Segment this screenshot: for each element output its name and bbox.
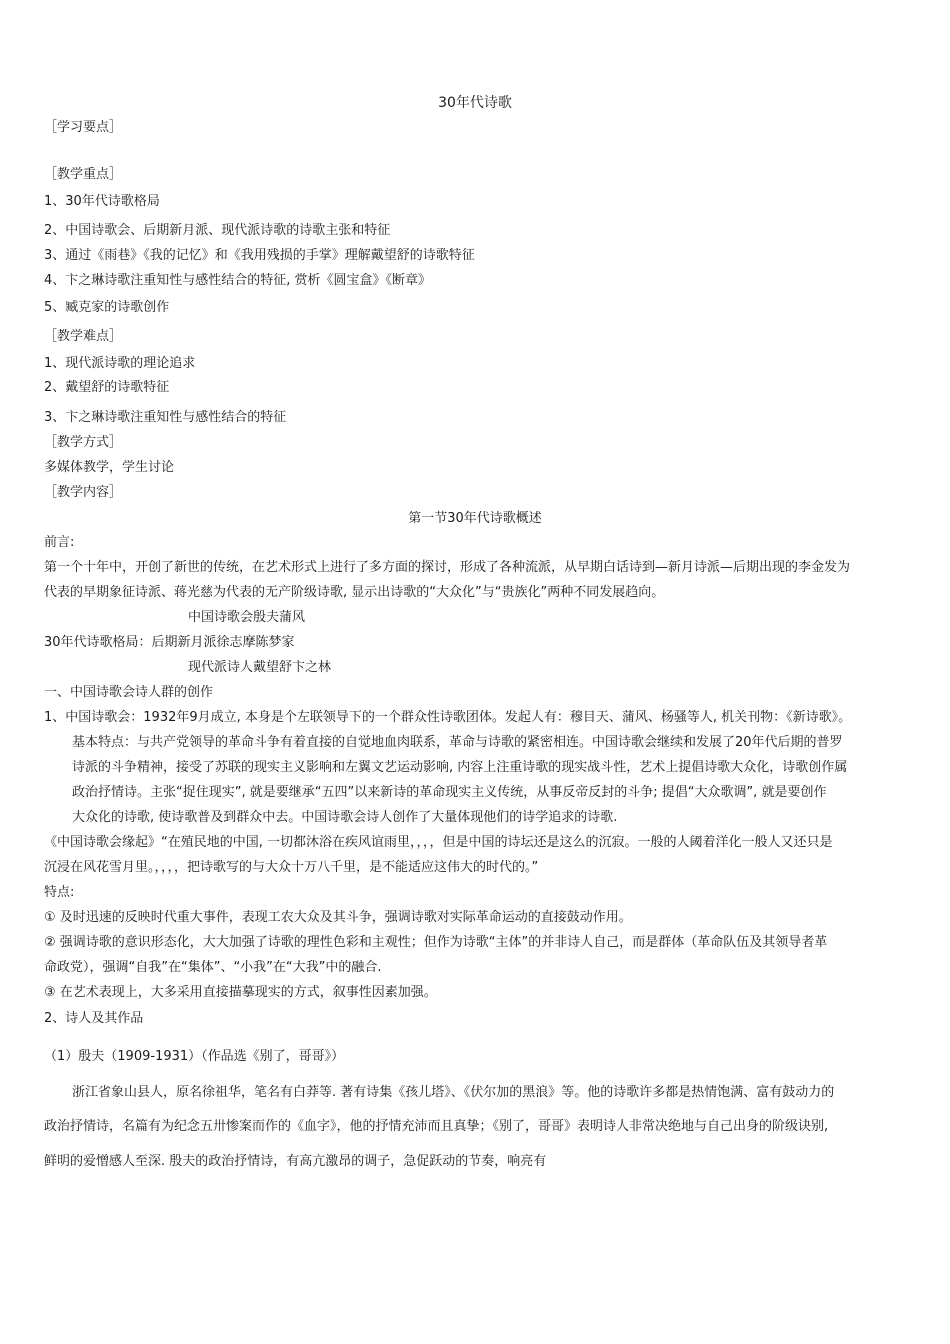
poet-heading: （1）殷夫（1909-1931）（作品选《别了，哥哥》）: [44, 1049, 345, 1064]
method-text: 多媒体教学，学生讨论: [44, 460, 175, 475]
origin-line: 《中国诗歌会缘起》“在殖民地的中国, 一切都沐浴在疾风谊雨里，，，，但是中国的诗坛还是这么的沉寂。一般的人阈着洋化一般人又还只是: [44, 835, 833, 850]
key-point-item: 4、卞之琳诗歌注重知性与感性结合的特征, 赏析《圆宝盒》《断章》: [44, 273, 432, 288]
poet-line: 鲜明的爱憎感人至深. 殷夫的政治抒情诗，有高亢激昂的调子，急促跃动的节奏，响亮有: [44, 1154, 547, 1169]
layout-line: 30年代诗歌格局：后期新月派徐志摩陈梦家: [44, 635, 295, 650]
method-heading: ［教学方式］: [44, 435, 123, 450]
key-point-item: 5、臧克家的诗歌创作: [44, 300, 170, 315]
page-title: 30年代诗歌: [438, 95, 512, 111]
feature-line: ② 强调诗歌的意识形态化，大大加强了诗歌的理性色彩和主观性；但作为诗歌“主体”的并非诗人自己，而是群体（革命队伍及其领导者革: [44, 935, 828, 950]
section-title: 第一节30年代诗歌概述: [408, 511, 542, 526]
society-line: 1、中国诗歌会：1932年9月成立, 本身是个左联领导下的一个群众性诗歌团体。发起人有：穆目天、蒲风、杨骚等人, 机关刊物：《新诗歌》。: [44, 710, 852, 725]
difficult-points-heading: ［教学难点］: [44, 329, 123, 344]
key-point-item: 2、中国诗歌会、后期新月派、现代派诗歌的诗歌主张和特征: [44, 223, 391, 238]
layout-line: 现代派诗人戴望舒卞之林: [188, 660, 332, 675]
society-line: 诗派的斗争精神，接受了苏联的现实主义影响和左翼文艺运动影响, 内容上注重诗歌的现实战斗性，艺术上提倡诗歌大众化，诗歌创作属: [72, 760, 848, 775]
part-one-heading: 一、中国诗歌会诗人群的创作: [44, 685, 214, 700]
feature-line: ① 及时迅速的反映时代重大事件，表现工农大众及其斗争，强调诗歌对实际革命运动的直接鼓动作用。: [44, 910, 632, 925]
key-point-item: 3、通过《雨巷》《我的记忆》和《我用残损的手掌》理解戴望舒的诗歌特征: [44, 248, 475, 263]
society-line: 大众化的诗歌, 使诗歌普及到群众中去。中国诗歌会诗人创作了大量体现他们的诗学追求的诗歌.: [72, 810, 618, 825]
difficult-point-item: 1、现代派诗歌的理论追求: [44, 356, 196, 371]
poet-line: 政治抒情诗，名篇有为纪念五卅惨案而作的《血字》，他的抒情充沛而且真挚；《别了，哥哥》表明诗人非常决绝地与自己出身的阶级诀别,: [44, 1119, 829, 1134]
society-line: 政治抒情诗。主张“捉住现实”, 就是要继承“五四”以来新诗的革命现实主义传统，从事反帝反封的斗争; 提倡“大众歌调”, 就是要创作: [72, 785, 827, 800]
layout-line: 中国诗歌会殷夫蒲风: [188, 610, 306, 625]
study-points-heading: ［学习要点］: [44, 120, 123, 135]
feature-line: ③ 在艺术表现上，大多采用直接描摹现实的方式，叙事性因素加强。: [44, 985, 437, 1000]
key-point-item: 1、30年代诗歌格局: [44, 194, 160, 209]
preface-line: 代表的早期象征诗派、蒋光慈为代表的无产阶级诗歌, 显示出诗歌的“大众化”与“贵族化”两种不同发展趋向。: [44, 585, 665, 600]
difficult-point-item: 3、卞之琳诗歌注重知性与感性结合的特征: [44, 410, 287, 425]
part-two-heading: 2、诗人及其作品: [44, 1011, 144, 1026]
society-line: 基本特点：与共产党领导的革命斗争有着直接的自觉地血肉联系，革命与诗歌的紧密相连。中国诗歌会继续和发展了20年代后期的普罗: [72, 735, 843, 750]
feature-line: 命政党），强调“自我”在“集体”、“小我”在“大我”中的融合.: [44, 960, 382, 975]
preface-line: 第一个十年中，开创了新世的传统，在艺术形式上进行了多方面的探讨，形成了各种流派，从早期白话诗到—新月诗派—后期出现的李金发为: [44, 560, 851, 575]
preface-label: 前言:: [44, 535, 75, 550]
features-label: 特点:: [44, 885, 75, 900]
key-points-heading: ［教学重点］: [44, 167, 123, 182]
poet-line: 浙江省象山县人，原名徐祖华，笔名有白莽等. 著有诗集《孩儿塔》、《伏尔加的黑浪》等。他的诗歌许多都是热情饱满、富有鼓动力的: [72, 1085, 835, 1100]
difficult-point-item: 2、戴望舒的诗歌特征: [44, 380, 170, 395]
content-heading: ［教学内容］: [44, 485, 123, 500]
origin-line: 沉浸在风花雪月里。，，，，把诗歌写的与大众十万八千里，是不能适应这伟大的时代的。”: [44, 860, 539, 875]
